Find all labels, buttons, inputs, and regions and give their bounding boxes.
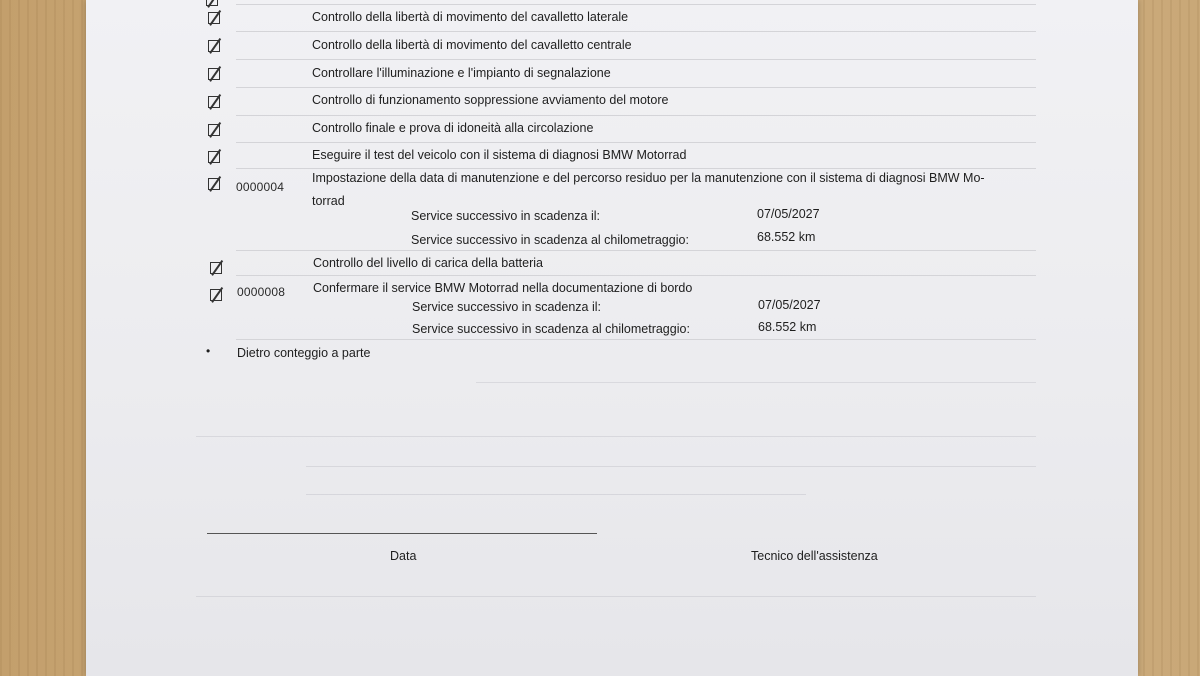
- bleed-through-line: [306, 466, 1036, 467]
- row-divider: [236, 4, 1036, 5]
- checkbox-checked-icon[interactable]: [208, 124, 220, 136]
- row-divider: [236, 250, 1036, 251]
- row-divider: [236, 59, 1036, 60]
- checklist-item: Eseguire il test del veicolo con il sistema di diagnosi BMW Motorrad: [312, 148, 687, 162]
- next-service-km-label: Service successivo in scadenza al chilometraggio:: [412, 322, 690, 336]
- row-divider: [236, 31, 1036, 32]
- checklist-item: Controllare l'illuminazione e l'impianto di segnalazione: [312, 66, 611, 80]
- checklist-item: Controllo di funzionamento soppressione avviamento del motore: [312, 93, 669, 107]
- next-service-date-label: Service successivo in scadenza il:: [412, 300, 601, 314]
- checklist-item: Controllo del livello di carica della batteria: [313, 256, 543, 270]
- document-page: [86, 0, 1138, 676]
- checkbox-checked-icon[interactable]: [206, 0, 218, 6]
- row-divider: [236, 275, 1036, 276]
- checkbox-checked-icon[interactable]: [208, 68, 220, 80]
- checkbox-checked-icon[interactable]: [210, 262, 222, 274]
- checklist-item: Controllo della libertà di movimento del cavalletto centrale: [312, 38, 632, 52]
- row-divider: [236, 87, 1036, 88]
- operation-code: 0000008: [237, 285, 286, 299]
- bleed-through-line: [196, 436, 1036, 437]
- technician-label: Tecnico dell'assistenza: [751, 549, 878, 563]
- next-service-date-value: 07/05/2027: [757, 207, 820, 221]
- next-service-date-label: Service successivo in scadenza il:: [411, 209, 600, 223]
- next-service-km-value: 68.552 km: [758, 320, 817, 334]
- next-service-date-value: 07/05/2027: [758, 298, 821, 312]
- footnote-text: Dietro conteggio a parte: [237, 346, 371, 360]
- date-label: Data: [390, 549, 417, 563]
- checkbox-checked-icon[interactable]: [208, 40, 220, 52]
- row-divider: [236, 115, 1036, 116]
- checkbox-checked-icon[interactable]: [208, 151, 220, 163]
- row-divider: [236, 142, 1036, 143]
- checklist-item-continuation: torrad: [312, 194, 345, 208]
- checkbox-checked-icon[interactable]: [210, 289, 222, 301]
- checklist-item: Impostazione della data di manutenzione e del percorso residuo per la manutenzione con il sistema di diagnosi BMW Mo-: [312, 171, 985, 185]
- checklist-item: Confermare il service BMW Motorrad nella documentazione di bordo: [313, 281, 693, 295]
- row-divider: [236, 168, 1036, 169]
- signature-line: [207, 533, 597, 534]
- checklist-item: Controllo finale e prova di idoneità alla circolazione: [312, 121, 594, 135]
- bleed-through-line: [476, 382, 1036, 383]
- row-divider: [236, 339, 1036, 340]
- checkbox-checked-icon[interactable]: [208, 96, 220, 108]
- footnote-bullet: •: [206, 344, 211, 358]
- operation-code: 0000004: [236, 180, 285, 194]
- next-service-km-label: Service successivo in scadenza al chilometraggio:: [411, 233, 689, 247]
- checklist-item: Controllo della libertà di movimento del cavalletto laterale: [312, 10, 629, 24]
- bleed-through-line: [196, 596, 1036, 597]
- bleed-through-line: [306, 494, 806, 495]
- checkbox-checked-icon[interactable]: [208, 178, 220, 190]
- next-service-km-value: 68.552 km: [757, 230, 816, 244]
- checkbox-checked-icon[interactable]: [208, 12, 220, 24]
